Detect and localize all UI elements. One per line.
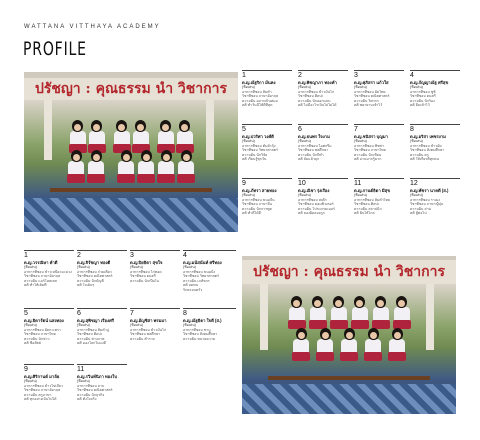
- students-back-row: [242, 296, 456, 332]
- photo-banner-top: ปรัชญา : คุณธรรม นำ วิชาการ: [24, 78, 238, 100]
- profile-entry: 1 ด.ญ.ณัฐริกา มั่นคง (ชื่อเล่น) อาหารที่ชอบ ส้มตำ วิชาที่ชอบ ภาษาอังกฤษ ความฝัน อยากเป็นหมอ คติ ทำวันนี้ให้ดีที่สุด: [242, 70, 292, 124]
- profile-entry: 2 ด.ญ.จิรัชญา ทองดี (ชื่อเล่น) อาหารที่ชอบ ก๋วยเตี๋ยว วิชาที่ชอบ คณิตศาสตร์ ความฝัน นักบัญชี คติ ใจเย็นๆ: [77, 250, 127, 310]
- profile-entry: 6 ด.ญ.สุพิชญา เรืองศรี (ชื่อเล่น) อาหารที่ชอบ ส้มตำปู วิชาที่ชอบ ศิลปะ ความฝัน ช่างภาพ คติ มองโลกในแง่ดี: [77, 308, 127, 366]
- profile-entry: 3 ด.ญ.ศุภิสรา แก้วใส (ชื่อเล่น) อาหารที่ชอบ ผัดไทย วิชาที่ชอบ คณิตศาสตร์ ความฝัน วิศวกร คติ พยายามเข้าไว้: [354, 70, 404, 124]
- profile-entry: 9 ด.ญ.ภัทรา สายทอง (ชื่อเล่น) อาหารที่ชอบ ขนมจีน วิชาที่ชอบ ภาษาจีน ความฝัน นักการทูต คติ ทำดีได้ดี: [242, 178, 292, 232]
- profiles-grid-top: [242, 70, 460, 232]
- section-kicker: WATTANA VITTHAYA ACADEMY: [24, 24, 161, 30]
- profile-entry: 5 ด.ญ.ปวริศา วงศ์ดี (ชื่อเล่น) อาหารที่ชอบ ต้มยำกุ้ง วิชาที่ชอบ วิทยาศาสตร์ ความฝัน นักวิจัย คติ เรียนรู้ทุกวัน: [242, 124, 292, 178]
- profile-entry: 4 ด.ญ.กัญญาณัฐ ศรีสุข (ชื่อเล่น) อาหารที่ชอบ ซูชิ วิชาที่ชอบ ดนตรี ความฝัน นักร้อง คติ ยิ้มเข้าไว้: [410, 70, 460, 124]
- profile-entry: 8 ด.ญ.อริสา เพชรงาม (ชื่อเล่น) อาหารที่ชอบ ข้าวผัด วิชาที่ชอบ สังคมศึกษา ความฝัน ครู คติ ให้เกียรติทุกคน: [410, 124, 460, 178]
- students-back-row: [24, 120, 238, 154]
- photo-banner-bottom: ปรัชญา : คุณธรรม นำ วิชาการ: [242, 260, 456, 284]
- profile-entry: 12 ด.ญ.พัชรา นาคดี (ส.) (ชื่อเล่น) อาหารที่ชอบ ราเมง วิชาที่ชอบ ภาษาญี่ปุ่น ความฝัน ล่าม คติ สู้ต่อไป: [410, 178, 460, 232]
- profile-entry: 8 ด.ญ.ณัฐธิดา ใจดี (ส.) (ชื่อเล่น) อาหารที่ชอบ ชาบู วิชาที่ชอบ สังคมศึกษา ความฝัน ทนายความ: [183, 308, 236, 366]
- profile-entry: 11 ด.ญ.รวินท์นิภา ทองใบ (ชื่อเล่น) อาหารที่ชอบ ลาบ วิชาที่ชอบ คณิตศาสตร์ ความฝัน นักธุรกิจ คติ ตั้งใจจริง: [77, 364, 127, 422]
- students-front-row: [242, 328, 456, 372]
- profile-entry: 4 ด.ญ.มนัสนันท์ ศรีทอง (ชื่อเล่น) อาหารที่ชอบ ขนมปัง วิชาที่ชอบ วิทยาศาสตร์ ความฝัน เภสัชกร คติ อดทน รักครอบครัว: [183, 250, 236, 310]
- profile-entry: 10 ด.ญ.ณิชา รุ่งเรือง (ชื่อเล่น) อาหารที่ชอบ สเต๊ก วิชาที่ชอบ คอมพิวเตอร์ ความฝัน โปรแกรมเมอร์ คติ ลองผิดลองถูก: [298, 178, 348, 232]
- profile-entry: 9 ด.ญ.ศิริกานต์ มาลัย (ชื่อเล่น) อาหารที่ชอบ ข้าวไข่เจียว วิชาที่ชอบ ภาษาอังกฤษ ความฝัน ครูภาษา คติ ทุกอย่างเป็นไปได้: [24, 364, 74, 422]
- profile-entry: 7 ด.ญ.ชนิสรา บุญมา (ชื่อเล่น) อาหารที่ชอบ พิซซ่า วิชาที่ชอบ ภาษาไทย ความฝัน นักเขียน คติ อ่านมากรู้มาก: [354, 124, 404, 178]
- profiles-grid-bottom: [24, 250, 236, 420]
- page-title: PROFILE: [23, 38, 87, 60]
- class-photo-top: [24, 72, 238, 232]
- profile-entry: 6 ด.ญ.ธนพร ใจงาม (ชื่อเล่น) อาหารที่ชอบ ไอศกรีม วิชาที่ชอบ พลศึกษา ความฝัน นักกีฬา คติ ล้มแล้วลุก: [298, 124, 348, 178]
- class-photo-bottom: [242, 256, 456, 414]
- profile-entry: 5 ด.ญ.ธิดารัตน์ แสงทอง (ชื่อเล่น) อาหารที่ชอบ ผัดกะเพรา วิชาที่ชอบ ภาษาไทย ความฝัน นักข่าว คติ ซื่อสัตย์: [24, 308, 74, 366]
- profile-entry: 7 ด.ญ.อัญชิสา พรมมา (ชื่อเล่น) อาหารที่ชอบ ข้าวมันไก่ วิชาที่ชอบ พลศึกษา ความฝัน ตำรวจ: [130, 308, 180, 366]
- profile-entry: 2 ด.ญ.พิชญาภา ทองคำ (ชื่อเล่น) อาหารที่ชอบ ข้าวมันไก่ วิชาที่ชอบ ศิลปะ ความฝัน นักออกแบบ คติ ไม่มีอะไรเป็นไปไม่ได้: [298, 70, 348, 124]
- profile-entry: 3 ด.ญ.ปิยธิดา สุขใจ (ชื่อเล่น) อาหารที่ชอบ ไก่ทอด วิชาที่ชอบ ดนตรี ความฝัน นักเปียโน: [130, 250, 180, 310]
- profile-entry: 11 ด.ญ.กานต์ธิดา มีสุข (ชื่อเล่น) อาหารที่ชอบ ส้มตำไทย วิชาที่ชอบ ศิลปะ ความฝัน สถาปนิก คติ ฝันให้ไกล: [354, 178, 404, 232]
- profile-entry: 1 ด.ญ.วรรณิษา คำดี (ชื่อเล่น) อาหารที่ชอบ ข้าวเหนียวมะม่วง วิชาที่ชอบ ภาษาอังกฤษ ความฝัน แอร์โฮสเตส คติ ทำให้เต็มที่: [24, 250, 74, 310]
- students-front-row: [24, 150, 238, 190]
